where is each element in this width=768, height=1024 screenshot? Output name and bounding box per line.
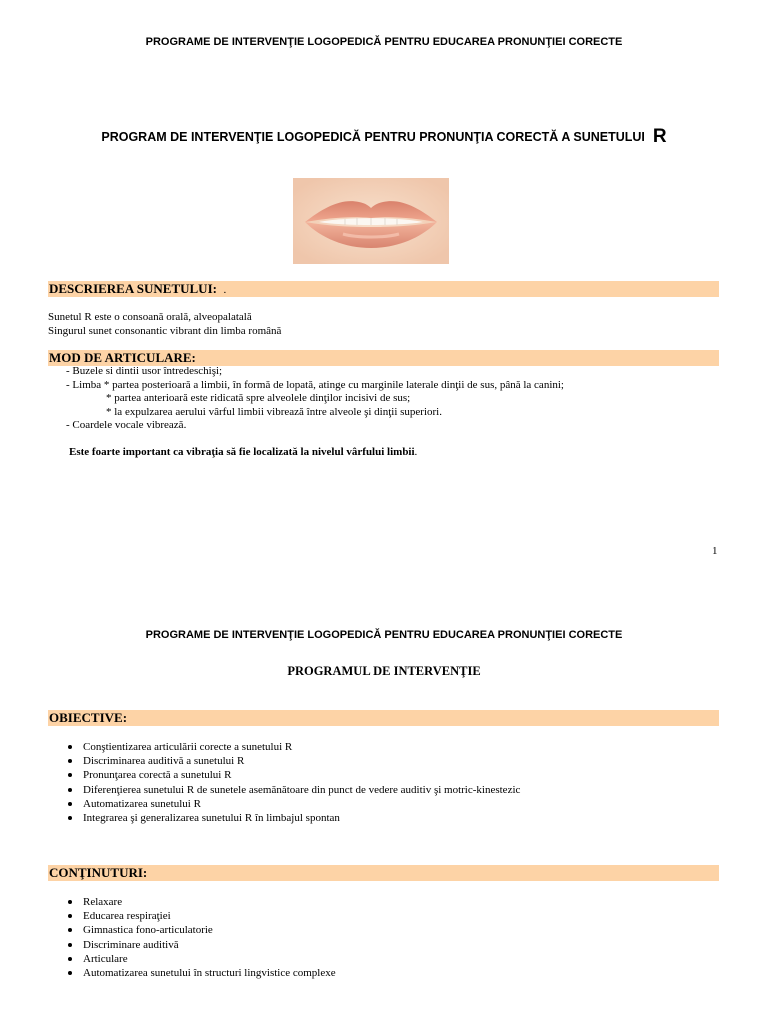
lips-icon (293, 178, 449, 264)
description-title-suffix: . (223, 284, 227, 296)
running-header: PROGRAME DE INTERVENŢIE LOGOPEDICĂ PENTRU EDUCAREA PRONUNŢIEI CORECTE (145, 36, 623, 48)
description-line: Sunetul R este o consoană orală, alveopalatală (48, 311, 252, 323)
articulation-line: - Buzele si dintii usor întredeschişi; (66, 365, 223, 377)
section-band-description (48, 281, 719, 297)
program-title-text: PROGRAM DE INTERVENŢIE LOGOPEDICĂ PENTRU PRONUNŢIA CORECTĂ A SUNETULUI (101, 130, 645, 144)
objectives-list-wrap (66, 740, 726, 825)
list-item: Gimnastica fono-articulatorie (66, 923, 726, 937)
list-item: Educarea respiraţiei (66, 909, 726, 923)
list-item: Automatizarea sunetului R (66, 797, 726, 811)
articulation-text (66, 365, 564, 433)
list-item: Integrarea şi generalizarea sunetului R în limbajul spontan (66, 811, 726, 825)
lips-illustration (293, 178, 449, 264)
description-line: Singurul sunet consonantic vibrant din limba română (48, 324, 282, 337)
list-item: Diferenţierea sunetului R de sunetele asemănătoare din punct de vedere auditiv şi motric-kinestezic (66, 783, 726, 797)
articulation-line: * la expulzarea aerului vârful limbii vibrează între alveole şi dinţii superiori. (106, 405, 442, 418)
important-note-text: Este foarte important ca vibraţia să fie localizată la nivelul vârfului limbii (69, 446, 415, 458)
section-band-articulation (48, 350, 719, 366)
list-item: Articulare (66, 952, 726, 966)
program-title (0, 126, 768, 148)
list-item: Automatizarea sunetului în structuri lingvistice complexe (66, 966, 726, 980)
program-title-page2: PROGRAMUL DE INTERVENŢIE (287, 664, 481, 678)
important-note-end: . (414, 446, 418, 458)
contents-title: CONŢINUTURI: (49, 865, 148, 880)
list-item: Relaxare (66, 895, 726, 909)
description-text (48, 311, 281, 338)
list-item: Conştientizarea articulării corecte a sunetului R (66, 740, 726, 754)
contents-list (66, 895, 726, 980)
articulation-title: MOD DE ARTICULARE: (49, 350, 196, 365)
articulation-line: * partea anterioară este ridicată spre alveolele dinţilor incisivi de sus; (106, 392, 411, 404)
objectives-title: OBIECTIVE: (49, 710, 128, 725)
list-item: Discriminare auditivă (66, 938, 726, 952)
list-item: Pronunţarea corectă a sunetului R (66, 768, 726, 782)
section-band-objectives (48, 710, 719, 726)
important-note (69, 446, 417, 460)
page-number: 1 (712, 545, 718, 557)
contents-list-wrap (66, 895, 726, 980)
articulation-line: - Coardele vocale vibrează. (66, 419, 187, 431)
articulation-line: - Limba * partea posterioară a limbii, în formă de lopată, atinge cu marginile laterale dinţii de sus, până la canini; (66, 378, 564, 391)
running-header-page2: PROGRAME DE INTERVENŢIE LOGOPEDICĂ PENTRU EDUCAREA PRONUNŢIEI CORECTE (145, 629, 623, 641)
description-title: DESCRIEREA SUNETULUI: (49, 281, 217, 296)
section-band-contents (48, 865, 719, 881)
objectives-list (66, 740, 726, 825)
list-item: Discriminarea auditivă a sunetului R (66, 754, 726, 768)
sound-letter: R (652, 126, 667, 147)
